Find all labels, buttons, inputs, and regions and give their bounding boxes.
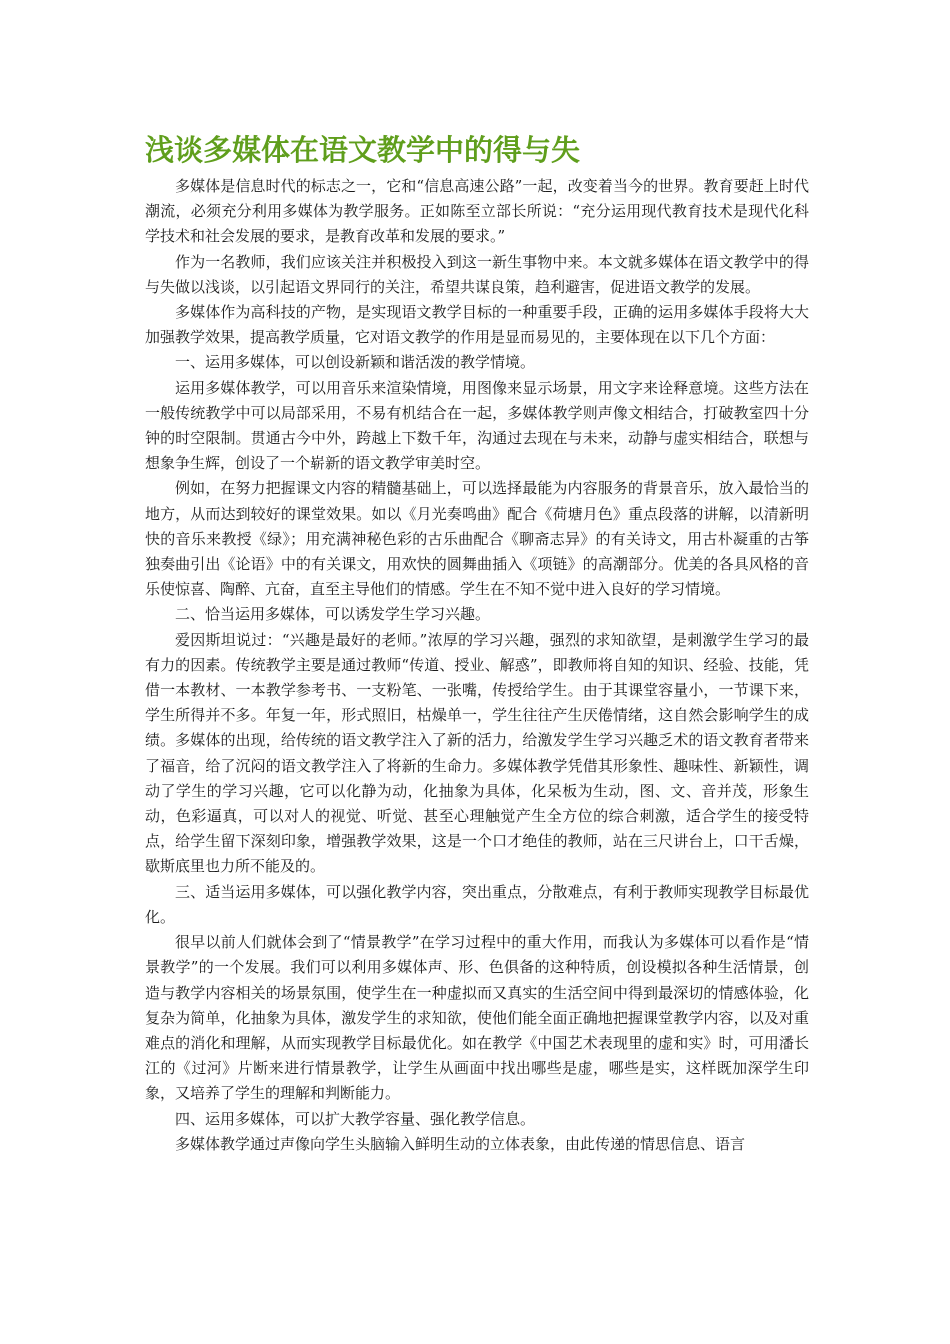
- paragraph: 很早以前人们就体会到了“情景教学”在学习过程中的重大作用，而我认为多媒体可以看作是“情景教学”的一个发展。我们可以利用多媒体声、形、色俱备的这种特质，创设模拟各种生活情景，创造与教学内容相关的场景氛围，使学生在一种虚拟而又真实的生活空间中得到最深切的情感体验，化复杂为简单，化抽象为具体，激发学生的求知欲，使他们能全面正确地把握课堂教学内容，以及对重难点的消化和理解，从而实现教学目标最优化。如在教学《中国艺术表现里的虚和实》时，可用潘长江的《过河》片断来进行情景教学，让学生从画面中找出哪些是虚，哪些是实，这样既加深学生印象，又培养了学生的理解和判断能力。: [145, 933, 809, 1103]
- paragraph: 爱因斯坦说过：“兴趣是最好的老师。”浓厚的学习兴趣，强烈的求知欲望，是刺激学生学习的最有力的因素。传统教学主要是通过教师“传道、授业、解惑”，即教师将自知的知识、经验、技能，凭借一本教材、一本教学参考书、一支粉笔、一张嘴，传授给学生。由于其课堂容量小，一节课下来，学生所得并不多。年复一年，形式照旧，枯燥单一，学生往往产生厌倦情绪，这自然会影响学生的成绩。多媒体的出现，给传统的语文教学注入了新的活力，给激发学生学习兴趣乏术的语文教育者带来了福音，给了沉闷的语文教学注入了将新的生命力。多媒体教学凭借其形象性、趣味性、新颖性，调动了学生的学习兴趣，它可以化静为动，化抽象为具体，化呆板为生动，图、文、音并茂，形象生动，色彩逼真，可以对人的视觉、听觉、甚至心理触觉产生全方位的综合刺激，适合学生的接受特点，给学生留下深刻印象，增强教学效果，这是一个口才绝佳的教师，站在三尺讲台上，口干舌燥，歇斯底里也力所不能及的。: [145, 630, 809, 876]
- section-heading: 三、适当运用多媒体，可以强化教学内容，突出重点，分散难点，有利于教师实现教学目标最优化。: [145, 882, 809, 926]
- paragraph: 运用多媒体教学，可以用音乐来渲染情境，用图像来显示场景，用文字来诠释意境。这些方法在一般传统教学中可以局部采用，不易有机结合在一起，多媒体教学则声像文相结合，打破教室四十分钟的时空限制。贯通古今中外，跨越上下数千年，沟通过去现在与未来，动静与虚实相结合，联想与想象争生辉，创设了一个崭新的语文教学审美时空。: [145, 378, 809, 473]
- section-heading: 一、运用多媒体，可以创设新颖和谐活泼的教学情境。: [175, 353, 536, 372]
- paragraph: 作为一名教师，我们应该关注并积极投入到这一新生事物中来。本文就多媒体在语文教学中的得与失做以浅谈，以引起语文界同行的关注，希望共谋良策，趋利避害，促进语文教学的发展。: [145, 252, 809, 296]
- paragraph: 多媒体作为高科技的产物，是实现语文教学目标的一种重要手段，正确的运用多媒体手段将大大加强教学效果，提高教学质量，它对语文教学的作用是显而易见的，主要体现在以下几个方面：: [145, 303, 809, 347]
- paragraph: 多媒体是信息时代的标志之一，它和“信息高速公路”一起，改变着当今的世界。教育要赶上时代潮流，必须充分利用多媒体为教学服务。正如陈至立部长所说：“充分运用现代教育技术是现代化科学技术和社会发展的要求，是教育改革和发展的要求。”: [145, 177, 809, 246]
- paragraph: 多媒体教学通过声像向学生头脑输入鲜明生动的立体表象，由此传递的情思信息、语言: [175, 1134, 746, 1153]
- document-title: 浅谈多媒体在语文教学中的得与失: [145, 133, 581, 167]
- document-body: [145, 174, 809, 1157]
- paragraph: 例如，在努力把握课文内容的精髓基础上，可以选择最能为内容服务的背景音乐，放入最恰当的地方，从而达到较好的课堂效果。如以《月光奏鸣曲》配合《荷塘月色》重点段落的讲解，以清新明快的音乐来教授《绿》；用充满神秘色彩的古乐曲配合《聊斋志异》的有关诗文，用古朴凝重的古筝独奏曲引出《论语》中的有关课文，用欢快的圆舞曲插入《项链》的高潮部分。优美的各具风格的音乐使惊喜、陶醉、亢奋，直至主导他们的情感。学生在不知不觉中进入良好的学习情境。: [145, 479, 809, 599]
- section-heading: 二、恰当运用多媒体，可以诱发学生学习兴趣。: [175, 605, 491, 624]
- section-heading: 四、运用多媒体，可以扩大教学容量、强化教学信息。: [175, 1109, 536, 1128]
